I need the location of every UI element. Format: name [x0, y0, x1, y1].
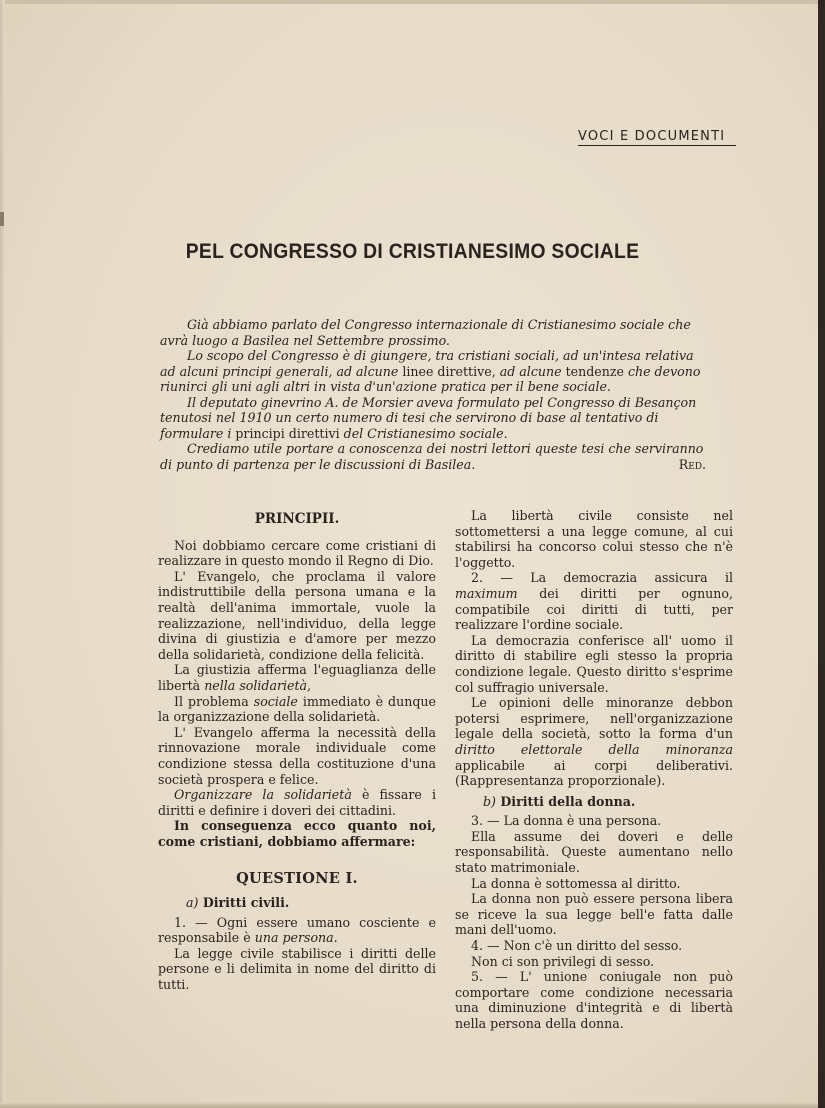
subsection-title: Diritti della donna. [500, 793, 636, 809]
intro-text: Il deputato ginevrino A. de Morsier aveva formulato pel Congresso di Besançon tenutosi nel 1910 un certo numero di tesi che servirono di base al tentativo di formulare i [160, 394, 697, 441]
text: dei diritti per ognuno, compatibile coi diritti di tutti, per realizzare l'ordine sociale. [455, 585, 733, 633]
intro-paragraph: Già abbiamo parlato del Congresso internazionale di Cristianesimo sociale che avrà luogo a Basilea nel Settembre prossimo. [160, 317, 691, 348]
paragraph: 4. — Non c'è un diritto del sesso. [471, 938, 683, 954]
subsection-heading [455, 794, 733, 810]
text: immediato è dunque la organizzazione della solidarietà. [158, 693, 436, 725]
text: 2. — La democrazia assicura il [471, 570, 733, 586]
intro-text: che devono riunirci gli uni agli altri in vista d'un'azione pratica per il bene sociale. [160, 363, 701, 394]
paragraph: La donna è sottomessa al diritto. [471, 875, 681, 891]
section-heading: PRINCIPII. [254, 511, 340, 527]
text: La giustizia afferma l'eguaglianza delle libertà [158, 662, 436, 693]
text: Le opinioni delle minoranze debbon potersi esprimere, nell'organizzazione legale della società, sotto la forma d'un [455, 695, 733, 742]
paragraph-bold: In conseguenza ecco quanto noi, come cristiani, dobbiamo affermare: [158, 818, 436, 849]
intro-text: Crediamo utile portare a conoscenza dei nostri lettori queste tesi che serviranno di punto di partenza per le discussioni di Basilea. [160, 441, 704, 472]
text: è fissare i diritti e definire i doveri dei cittadini. [158, 787, 436, 818]
intro-paragraph [160, 348, 708, 395]
book-spine [818, 0, 825, 1108]
paragraph: La donna non può essere persona libera se riceve la sua legge bell'e fatta dalle mani dell'uomo. [455, 891, 733, 938]
editor-signature: Red. [678, 456, 706, 472]
paragraph [158, 915, 436, 946]
paragraph: Ella assume dei doveri e delle responsabilità. Queste aumentano nello stato matrimoniale. [455, 828, 733, 876]
page-bottom-edge [0, 1102, 818, 1108]
subsection-title: Diritti civili. [202, 895, 290, 911]
question-heading: QUESTIONE I. [236, 870, 358, 888]
paragraph [455, 570, 733, 632]
intro-text: linee direttive, [402, 363, 496, 379]
intro-text: principi direttivi [235, 425, 340, 441]
paragraph [158, 787, 436, 818]
subsection-heading [158, 895, 436, 911]
text-italic: sociale [253, 693, 298, 709]
page-left-edge [0, 0, 5, 1108]
text-italic: diritto elettorale della minoranza [455, 741, 733, 757]
left-column [158, 508, 436, 993]
text: Il problema [174, 693, 249, 709]
paragraph [158, 694, 436, 725]
paragraph: L' Evangelo afferma la necessità della rinnovazione morale individuale come condizione stessa della costituzione d'una società prospera e felice. [158, 724, 436, 787]
section-header: VOCI E DOCUMENTI [578, 129, 736, 146]
page-top-edge [0, 0, 818, 4]
paragraph: 3. — La donna è una persona. [471, 813, 662, 829]
editorial-intro [160, 317, 708, 472]
binding-mark [0, 212, 4, 226]
paragraph: La libertà civile consiste nel sottomettersi a una legge comune, al cui stabilirsi ha concorso colui stesso che n'è l'oggetto. [455, 508, 733, 570]
paragraph: L' Evangelo, che proclama il valore indistruttibile della persona umana e la realtà dell'anima immortale, vuole la realizzazione, nell'individuo, della legge divina di giustizia e d'amore per mezzo della solidarietà, condizione della felicità. [158, 568, 436, 662]
text-italic: maximum [455, 585, 518, 601]
text-italic: Organizzare la solidarietà [174, 787, 352, 803]
paragraph [455, 695, 733, 789]
text-italic: nella solidarietà, [204, 677, 312, 693]
intro-text: Lo scopo del Congresso è di giungere, tra cristiani sociali, ad un'intesa relativa ad alcuni principi generali, ad alcune [160, 348, 694, 379]
intro-text: ad alcune [499, 363, 562, 379]
subsection-letter: a) [186, 895, 199, 911]
article-title: PEL CONGRESSO DI CRISTIANESIMO SOCIALE [185, 240, 640, 263]
intro-paragraph [160, 441, 708, 472]
text: applicabile ai corpi deliberativi. (Rappresentanza proporzionale). [455, 757, 733, 789]
intro-paragraph [160, 395, 708, 442]
paragraph: La democrazia conferisce all' uomo il diritto di stabilire egli stesso la propria condizione legale. Questo diritto s'esprime col suffragio universale. [455, 632, 733, 695]
paragraph [158, 662, 436, 693]
intro-text: tendenze [565, 363, 624, 379]
paragraph: Non ci son privilegi di sesso. [471, 953, 655, 969]
intro-text: del Cristianesimo sociale. [343, 425, 508, 441]
text: 1. — Ogni essere umano cosciente e responsabile è [158, 914, 436, 946]
paragraph: Noi dobbiamo cercare come cristiani di realizzare in questo mondo il Regno di Dio. [158, 537, 436, 569]
paragraph: 5. — L' unione coniugale non può comportare come condizione necessaria una diminuzione d'integrità e di libertà nella persona della donna. [455, 969, 733, 1031]
right-column [455, 508, 733, 1032]
subsection-letter: b) [483, 793, 496, 809]
paragraph: La legge civile stabilisce i diritti delle persone e li delimita in nome del diritto di tutti. [158, 945, 436, 993]
text-italic: una persona. [254, 930, 338, 946]
